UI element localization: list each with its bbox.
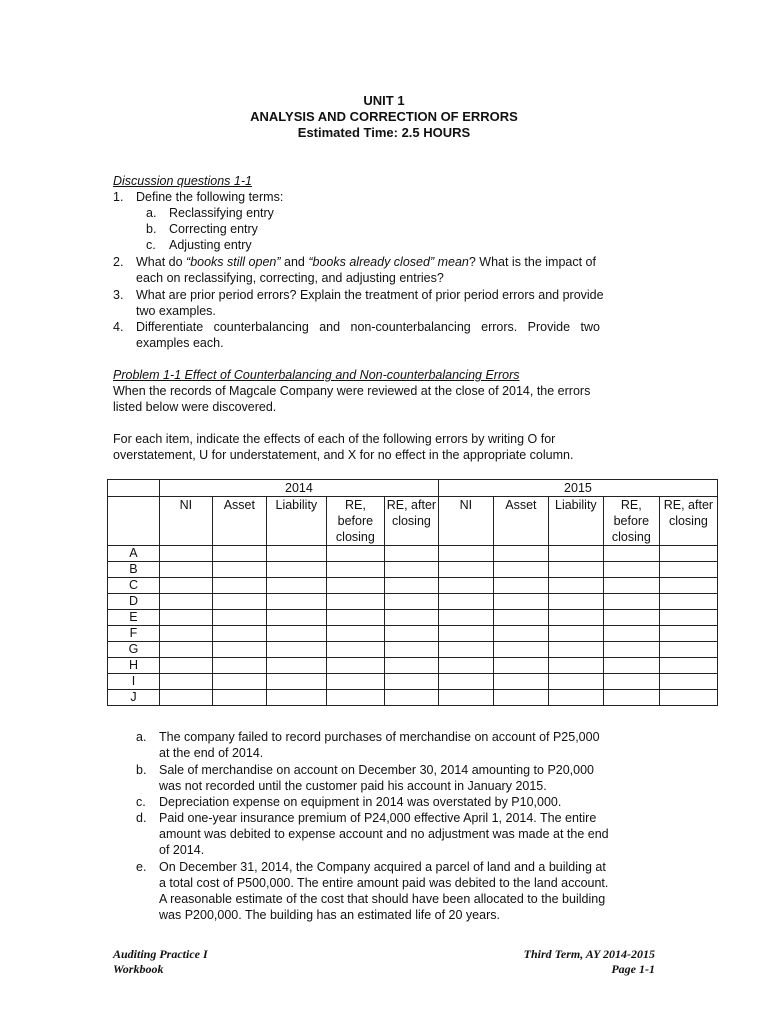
row-label: D	[108, 594, 160, 610]
answer-cell[interactable]	[438, 610, 493, 626]
q3-number: 3.	[113, 288, 124, 302]
answer-cell[interactable]	[493, 562, 548, 578]
label-header-cell	[108, 497, 160, 546]
row-label: I	[108, 674, 160, 690]
answer-cell[interactable]	[493, 690, 548, 706]
answer-cell[interactable]	[326, 690, 384, 706]
answer-cell[interactable]	[326, 610, 384, 626]
error-effects-table	[107, 479, 718, 706]
answer-cell[interactable]	[384, 610, 438, 626]
answer-cell[interactable]	[438, 626, 493, 642]
answer-cell[interactable]	[159, 626, 212, 642]
answer-cell[interactable]	[384, 546, 438, 562]
answer-cell[interactable]	[384, 562, 438, 578]
q2-line1	[136, 254, 596, 270]
answer-cell[interactable]	[266, 626, 326, 642]
answer-cell[interactable]	[438, 642, 493, 658]
answer-cell[interactable]	[493, 642, 548, 658]
answer-cell[interactable]	[384, 578, 438, 594]
col-liability-2014: Liability	[266, 497, 326, 546]
answer-cell[interactable]	[159, 658, 212, 674]
answer-cell[interactable]	[326, 674, 384, 690]
unit-label: UNIT 1	[363, 93, 405, 108]
answer-cell[interactable]	[548, 642, 603, 658]
item-e-line3: A reasonable estimate of the cost that should have been allocated to the building	[159, 892, 606, 906]
table-row	[108, 674, 718, 690]
answer-cell[interactable]	[212, 642, 266, 658]
problem-intro-line2: listed below were discovered.	[113, 400, 277, 414]
answer-cell[interactable]	[603, 594, 659, 610]
answer-cell[interactable]	[326, 594, 384, 610]
answer-cell[interactable]	[326, 642, 384, 658]
answer-cell[interactable]	[493, 546, 548, 562]
row-label: A	[108, 546, 160, 562]
q1-c-letter: c.	[146, 238, 156, 252]
year-2015-header: 2015	[438, 480, 717, 497]
answer-cell[interactable]	[384, 594, 438, 610]
q4-number: 4.	[113, 320, 124, 334]
answer-cell[interactable]	[159, 674, 212, 690]
item-d-line2: amount was debited to expense account and no adjustment was made at the end	[159, 827, 609, 841]
answer-cell[interactable]	[493, 674, 548, 690]
item-a-letter: a.	[136, 730, 147, 744]
table-year-row	[108, 480, 718, 497]
answer-cell[interactable]	[266, 562, 326, 578]
q3-line2: two examples.	[136, 304, 216, 318]
answer-cell[interactable]	[384, 626, 438, 642]
answer-cell[interactable]	[493, 610, 548, 626]
answer-cell[interactable]	[603, 562, 659, 578]
problem-intro-line1: When the records of Magcale Company were reviewed at the close of 2014, the errors	[113, 384, 591, 398]
col-re-before-2015: RE, before closing	[603, 497, 659, 546]
estimated-time: Estimated Time: 2.5 HOURS	[297, 125, 471, 140]
row-label: J	[108, 690, 160, 706]
q4-line1: Differentiate counterbalancing and non-counterbalancing errors. Provide two	[136, 320, 600, 334]
answer-cell[interactable]	[548, 594, 603, 610]
answer-cell[interactable]	[326, 626, 384, 642]
answer-cell[interactable]	[493, 626, 548, 642]
table-row	[108, 578, 718, 594]
q2-line2: each on reclassifying, correcting, and adjusting entries?	[136, 271, 444, 285]
row-label: E	[108, 610, 160, 626]
answer-cell[interactable]	[603, 578, 659, 594]
item-e-letter: e.	[136, 860, 147, 874]
q4-line2: examples each.	[136, 336, 224, 350]
answer-cell[interactable]	[603, 610, 659, 626]
item-c-letter: c.	[136, 795, 146, 809]
footer-page-number: Page 1-1	[611, 962, 655, 976]
answer-cell[interactable]	[266, 546, 326, 562]
answer-cell[interactable]	[603, 546, 659, 562]
q1-text: Define the following terms:	[136, 190, 284, 204]
answer-cell[interactable]	[266, 578, 326, 594]
answer-cell[interactable]	[438, 690, 493, 706]
answer-cell[interactable]	[548, 578, 603, 594]
col-ni-2014: NI	[159, 497, 212, 546]
answer-cell[interactable]	[438, 562, 493, 578]
q1-b-letter: b.	[146, 222, 157, 236]
footer-workbook: Workbook	[113, 962, 164, 976]
item-e-line1: On December 31, 2014, the Company acquired a parcel of land and a building at	[159, 860, 606, 874]
answer-cell[interactable]	[159, 578, 212, 594]
col-ni-2015: NI	[438, 497, 493, 546]
table-row	[108, 610, 718, 626]
problem-instructions-line2: overstatement, U for understatement, and X for no effect in the appropriate column.	[113, 448, 574, 462]
problem-instructions-line1: For each item, indicate the effects of each of the following errors by writing O for	[113, 432, 556, 446]
answer-cell[interactable]	[659, 546, 717, 562]
answer-cell[interactable]	[212, 674, 266, 690]
answer-cell[interactable]	[659, 610, 717, 626]
table-row	[108, 642, 718, 658]
answer-cell[interactable]	[438, 546, 493, 562]
answer-cell[interactable]	[438, 658, 493, 674]
q1-a-letter: a.	[146, 206, 157, 220]
answer-cell[interactable]	[603, 642, 659, 658]
answer-cell[interactable]	[659, 674, 717, 690]
col-asset-2015: Asset	[493, 497, 548, 546]
discussion-heading: Discussion questions 1-1	[113, 174, 252, 188]
table-row	[108, 658, 718, 674]
row-label: H	[108, 658, 160, 674]
answer-cell[interactable]	[326, 578, 384, 594]
answer-cell[interactable]	[212, 578, 266, 594]
col-re-after-2014: RE, after closing	[384, 497, 438, 546]
answer-cell[interactable]	[548, 610, 603, 626]
answer-cell[interactable]	[212, 658, 266, 674]
problem-heading: Problem 1-1 Effect of Counterbalancing and Non-counterbalancing Errors	[113, 368, 520, 382]
table-row	[108, 626, 718, 642]
answer-cell[interactable]	[266, 658, 326, 674]
table-row	[108, 594, 718, 610]
answer-cell[interactable]	[212, 594, 266, 610]
row-label: F	[108, 626, 160, 642]
answer-cell[interactable]	[548, 658, 603, 674]
answer-cell[interactable]	[548, 546, 603, 562]
answer-cell[interactable]	[212, 690, 266, 706]
answer-cell[interactable]	[326, 562, 384, 578]
q2-pre: What do	[136, 255, 187, 269]
answer-cell[interactable]	[266, 642, 326, 658]
q2-number: 2.	[113, 255, 124, 269]
item-b-line2: was not recorded until the customer paid his account in January 2015.	[159, 779, 547, 793]
q2-term1: “books still open”	[186, 255, 281, 269]
q3-line1: What are prior period errors? Explain the treatment of prior period errors and provide	[136, 288, 604, 302]
col-asset-2014: Asset	[212, 497, 266, 546]
q1-b-text: Correcting entry	[169, 222, 258, 236]
answer-cell[interactable]	[326, 658, 384, 674]
answer-cell[interactable]	[548, 562, 603, 578]
q1-c-text: Adjusting entry	[169, 238, 252, 252]
answer-cell[interactable]	[603, 658, 659, 674]
q2-term2: “books already closed” mean	[308, 255, 469, 269]
answer-cell[interactable]	[603, 626, 659, 642]
answer-cell[interactable]	[212, 626, 266, 642]
answer-cell[interactable]	[266, 610, 326, 626]
answer-cell[interactable]	[384, 642, 438, 658]
corner-cell	[108, 480, 160, 497]
item-a-line1: The company failed to record purchases of merchandise on account of P25,000	[159, 730, 600, 744]
col-liability-2015: Liability	[548, 497, 603, 546]
answer-cell[interactable]	[438, 674, 493, 690]
answer-cell[interactable]	[159, 610, 212, 626]
row-label: B	[108, 562, 160, 578]
answer-cell[interactable]	[159, 562, 212, 578]
answer-cell[interactable]	[548, 626, 603, 642]
row-label: G	[108, 642, 160, 658]
answer-cell[interactable]	[438, 578, 493, 594]
answer-cell[interactable]	[384, 674, 438, 690]
table-row	[108, 546, 718, 562]
q1-number: 1.	[113, 190, 124, 204]
answer-cell[interactable]	[659, 562, 717, 578]
footer-course: Auditing Practice I	[113, 947, 208, 961]
answer-cell[interactable]	[603, 674, 659, 690]
item-e-line2: a total cost of P500,000. The entire amount paid was debited to the land account.	[159, 876, 609, 890]
answer-cell[interactable]	[603, 690, 659, 706]
answer-cell[interactable]	[659, 578, 717, 594]
answer-cell[interactable]	[548, 674, 603, 690]
answer-cell[interactable]	[159, 690, 212, 706]
col-re-after-2015: RE, after closing	[659, 497, 717, 546]
year-2014-header: 2014	[159, 480, 438, 497]
row-label: C	[108, 578, 160, 594]
answer-cell[interactable]	[493, 594, 548, 610]
document-title: ANALYSIS AND CORRECTION OF ERRORS	[250, 109, 518, 124]
table-row	[108, 690, 718, 706]
answer-cell[interactable]	[659, 594, 717, 610]
answer-cell[interactable]	[659, 642, 717, 658]
answer-cell[interactable]	[384, 658, 438, 674]
answer-cell[interactable]	[266, 594, 326, 610]
item-d-line3: of 2014.	[159, 843, 205, 857]
answer-cell[interactable]	[493, 578, 548, 594]
item-d-line1: Paid one-year insurance premium of P24,000 effective April 1, 2014. The entire	[159, 811, 597, 825]
table-row	[108, 562, 718, 578]
answer-cell[interactable]	[493, 658, 548, 674]
answer-cell[interactable]	[266, 690, 326, 706]
answer-cell[interactable]	[266, 674, 326, 690]
answer-cell[interactable]	[212, 546, 266, 562]
answer-cell[interactable]	[659, 626, 717, 642]
col-re-before-2014: RE, before closing	[326, 497, 384, 546]
item-e-line4: was P200,000. The building has an estimated life of 20 years.	[159, 908, 500, 922]
answer-cell[interactable]	[659, 690, 717, 706]
answer-cell[interactable]	[659, 658, 717, 674]
answer-cell[interactable]	[159, 546, 212, 562]
item-b-line1: Sale of merchandise on account on December 30, 2014 amounting to P20,000	[159, 763, 595, 777]
answer-cell[interactable]	[548, 690, 603, 706]
footer-term: Third Term, AY 2014-2015	[523, 947, 655, 961]
table-column-header-row	[108, 497, 718, 546]
answer-cell[interactable]	[212, 610, 266, 626]
answer-cell[interactable]	[159, 594, 212, 610]
item-b-letter: b.	[136, 763, 147, 777]
answer-cell[interactable]	[438, 594, 493, 610]
answer-cell[interactable]	[384, 690, 438, 706]
q1-a-text: Reclassifying entry	[169, 206, 274, 220]
item-d-letter: d.	[136, 811, 147, 825]
item-c-line1: Depreciation expense on equipment in 2014 was overstated by P10,000.	[159, 795, 562, 809]
answer-cell[interactable]	[326, 546, 384, 562]
q2-post: ? What is the impact of	[468, 255, 596, 269]
answer-cell[interactable]	[212, 562, 266, 578]
item-a-line2: at the end of 2014.	[159, 746, 264, 760]
q2-mid: and	[280, 255, 309, 269]
answer-cell[interactable]	[159, 642, 212, 658]
